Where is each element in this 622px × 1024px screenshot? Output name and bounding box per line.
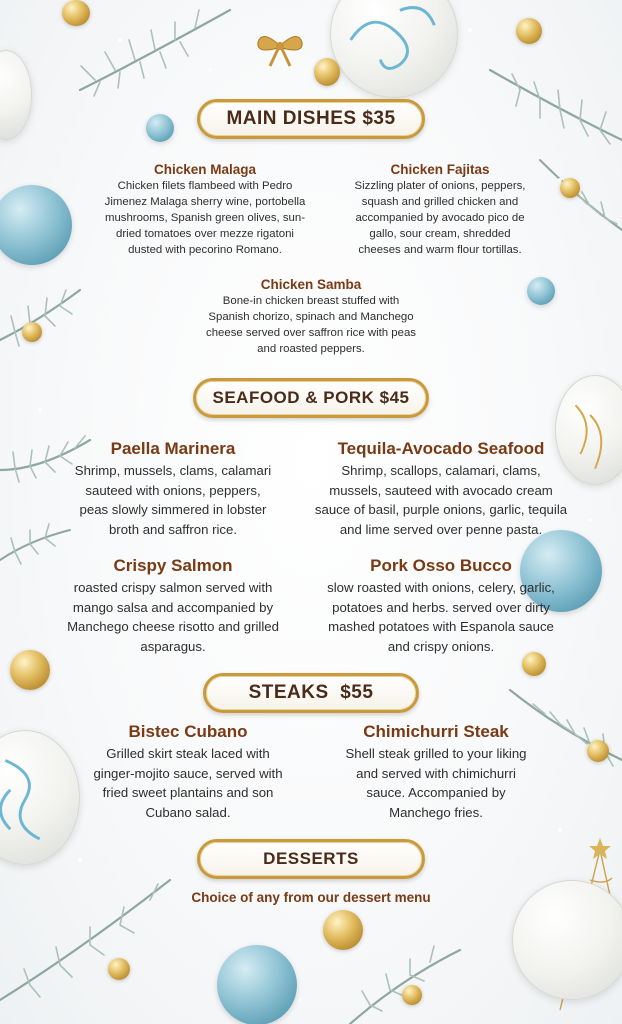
item-description-line: Chicken filets flambeed with Pedro (117, 180, 293, 192)
item-description-line: ginger-mojito sauce, served with (93, 765, 283, 781)
item-name: Chicken Malaga (153, 162, 257, 177)
item-description-line: Jimenez Malaga sherry wine, portobella (104, 196, 306, 208)
item-name: Paella Marinera (110, 439, 236, 458)
dessert-note: Choice of any from our dessert menu (191, 890, 431, 905)
gold-ornament (587, 740, 609, 762)
menu-item (48, 555, 298, 656)
white-ornament (0, 730, 80, 865)
item-description-line: accompanied by avocado pico de (355, 212, 525, 224)
blue-ornament (527, 277, 555, 305)
blue-ornament (217, 945, 297, 1024)
item-description-line: Shrimp, scallops, calamari, clams, (341, 463, 541, 478)
section-banner-seafood-pork (193, 378, 429, 418)
item-description-line: cheese served over saffron rice with peas (206, 327, 416, 339)
menu-item (335, 161, 545, 258)
gold-ornament (560, 178, 580, 198)
gold-ornament (22, 322, 42, 342)
item-description-line: Shrimp, mussels, clams, calamari (74, 463, 272, 478)
item-description-line: roasted crispy salmon served with (73, 580, 273, 595)
item-description-line: sauce of basil, purple onions, garlic, tequila (314, 502, 568, 517)
item-description-line: mashed potatoes with Espanola sauce (328, 619, 554, 634)
item-description-line: Bone-in chicken breast stuffed with (222, 295, 400, 307)
item-description-line: Spanish chorizo, spinach and Manchego (208, 311, 414, 323)
section-banner-main-dishes (197, 99, 425, 139)
gold-ornament (62, 0, 90, 26)
menu-item (191, 276, 431, 357)
item-description-line: dusted with pecorino Romano. (128, 244, 282, 256)
item-name: Chicken Samba (260, 277, 362, 292)
gold-bow-icon (258, 36, 302, 66)
blue-ornament (146, 114, 174, 142)
item-description-line: dried tomatoes over mezze rigatoni (116, 228, 294, 240)
item-name: Chicken Fajitas (390, 162, 490, 177)
menu-item (78, 721, 298, 822)
item-description-line: and served with chimichurri (356, 765, 516, 781)
gold-ornament (516, 18, 542, 44)
menu-item (296, 438, 586, 539)
item-description-line: mussels, sauteed with avocado cream (329, 482, 553, 498)
item-name: Chimichurri Steak (363, 722, 509, 741)
item-description-line: Grilled skirt steak laced with (106, 746, 270, 761)
section-title: DESSERTS (263, 849, 359, 868)
item-name: Pork Osso Bucco (370, 556, 512, 575)
menu-item (326, 721, 546, 822)
item-description-line: peas slowly simmered in lobster (79, 502, 267, 517)
blue-ornament (0, 185, 72, 265)
item-description-line: asparagus. (140, 638, 206, 654)
menu-item (95, 161, 315, 258)
item-description-line: and roasted peppers. (257, 343, 365, 355)
section-title: STEAKS $55 (248, 682, 374, 703)
item-description-line: Cubano salad. (145, 804, 231, 820)
item-description-line: sauteed with onions, peppers, (85, 482, 261, 498)
gold-ornament (402, 985, 422, 1005)
item-description-line: gallo, sour cream, shredded (369, 228, 511, 240)
item-description-line: Shell steak grilled to your liking (345, 746, 527, 761)
section-banner-steaks (203, 673, 419, 713)
menu-item (48, 438, 298, 539)
section-title: MAIN DISHES $35 (226, 108, 396, 129)
item-description-line: fried sweet plantains and son (102, 785, 274, 800)
item-description-line: and crispy onions. (387, 638, 495, 654)
item-description-line: potatoes and herbs. served over dirty (332, 599, 550, 615)
item-description-line: Manchego cheese risotto and grilled (67, 619, 279, 634)
item-name: Crispy Salmon (113, 556, 233, 575)
item-name: Bistec Cubano (128, 722, 248, 741)
item-description-line: mango salsa and accompanied by (72, 599, 274, 615)
gold-ornament (10, 650, 50, 690)
item-description-line: squash and grilled chicken and (361, 196, 519, 208)
white-ornament (0, 50, 32, 140)
section-title: SEAFOOD & PORK $45 (212, 388, 410, 407)
item-description-line: sauce. Accompanied by (366, 785, 506, 800)
item-description-line: broth and saffron rice. (108, 521, 238, 537)
item-description-line: and lime served over penne pasta. (339, 521, 543, 537)
menu-item (306, 555, 576, 656)
item-description-line: Sizzling plater of onions, peppers, (354, 180, 526, 192)
item-name: Tequila-Avocado Seafood (337, 439, 545, 458)
section-banner-desserts (197, 839, 425, 879)
item-description-line: mushrooms, Spanish green olives, sun- (104, 212, 306, 224)
item-description-line: cheeses and warm flour tortillas. (358, 244, 522, 256)
gold-ornament (108, 958, 130, 980)
gold-ornament (314, 58, 340, 86)
item-description-line: slow roasted with onions, celery, garlic, (327, 580, 555, 595)
white-ornament (330, 0, 458, 98)
item-description-line: Manchego fries. (389, 804, 483, 820)
gold-ornament (323, 910, 363, 950)
